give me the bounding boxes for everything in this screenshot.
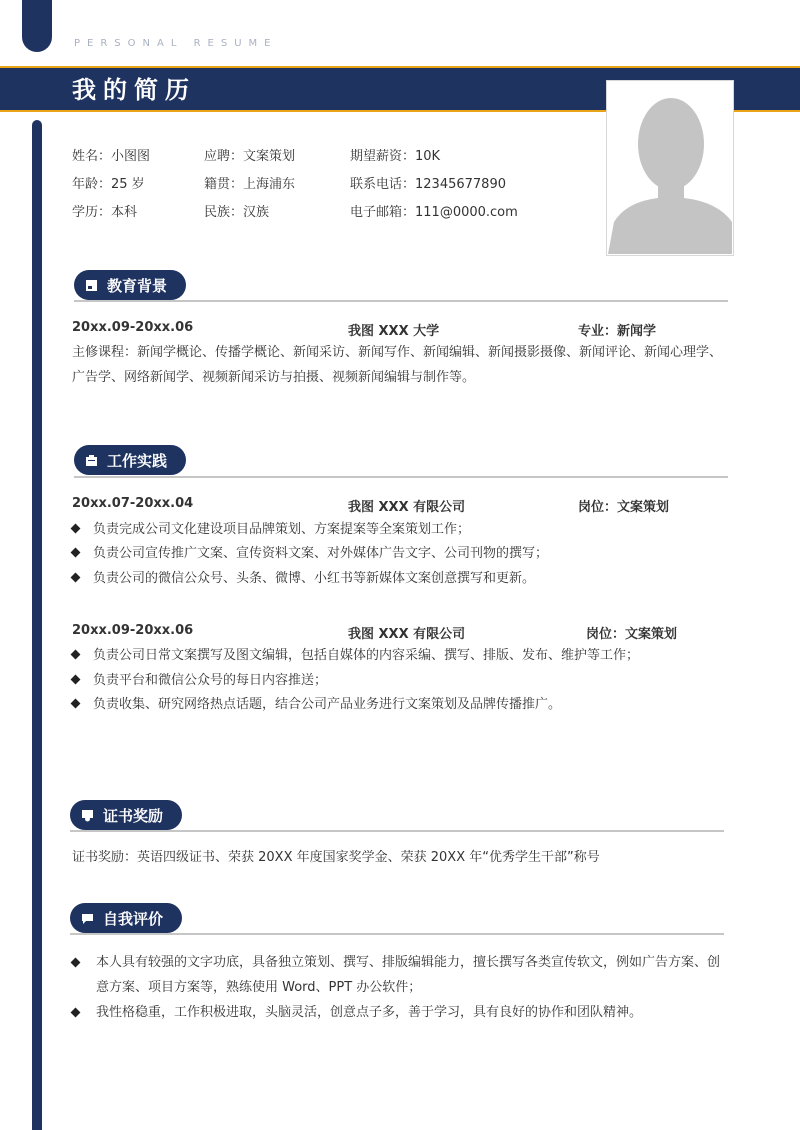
- top-decor-tab: [22, 0, 52, 52]
- bullet-diamond-icon: [71, 1008, 81, 1018]
- bullet-diamond-icon: [71, 675, 81, 685]
- section-divider-education: [74, 300, 728, 302]
- job-2-duty-1: [72, 647, 639, 665]
- education-courses: 主修课程：新闻学概论、传播学概论、新闻采访、新闻写作、新闻编辑、新闻摄影摄像、新闻评论、新闻心理学、广告学、网络新闻学、视频新闻采访与拍摄、视频新闻编辑与制作等。: [72, 345, 723, 385]
- self-item-1: [72, 950, 722, 1000]
- section-divider-certificates: [70, 830, 724, 832]
- self-item-2: [72, 1000, 722, 1025]
- job-1-duty-2: [72, 545, 548, 563]
- info-name: 姓名：小图图: [72, 149, 151, 164]
- bullet-diamond-icon: [71, 548, 81, 558]
- info-salary: 期望薪资：10K: [350, 149, 441, 164]
- section-header-self: [70, 903, 182, 933]
- page-title: 我的简历: [72, 76, 196, 104]
- info-origin: 籍贯：上海浦东: [204, 177, 296, 192]
- job-2-duty-3: [72, 696, 561, 714]
- section-title-self: 自我评价: [103, 909, 164, 928]
- chat-icon: [80, 911, 95, 926]
- bullet-diamond-icon: [71, 699, 81, 709]
- duty-text: 负责收集、研究网络热点话题，结合公司产品业务进行文案策划及品牌传播推广。: [93, 697, 562, 712]
- info-position: 应聘：文案策划: [204, 149, 296, 164]
- info-email: 电子邮箱：111@0000.com: [350, 205, 518, 220]
- job-1-role: 岗位：文案策划: [578, 500, 670, 515]
- bullet-diamond-icon: [71, 958, 81, 968]
- job-2-date: 20xx.09-20xx.06: [72, 623, 194, 638]
- section-title-work: 工作实践: [107, 451, 168, 470]
- job-1-duty-1: [72, 521, 470, 539]
- info-phone: 联系电话：12345677890: [350, 177, 506, 192]
- section-title-education: 教育背景: [107, 276, 168, 295]
- self-item-text: 我性格稳重，工作积极进取，头脑灵活，创意点子多，善于学习，具有良好的协作和团队精神。: [96, 1005, 643, 1020]
- info-age: 年龄：25 岁: [72, 177, 145, 192]
- info-ethnicity: 民族：汉族: [204, 205, 270, 220]
- bullet-diamond-icon: [71, 524, 81, 534]
- info-education: 学历：本科: [72, 205, 138, 220]
- section-title-certificates: 证书奖励: [103, 806, 164, 825]
- duty-text: 负责公司的微信公众号、头条、微博、小红书等新媒体文案创意撰写和更新。: [93, 571, 536, 586]
- education-school: 我图 XXX 大学: [348, 324, 440, 339]
- bullet-diamond-icon: [71, 650, 81, 660]
- education-date: 20xx.09-20xx.06: [72, 320, 194, 335]
- section-header-education: [74, 270, 186, 300]
- duty-text: 负责完成公司文化建设项目品牌策划、方案提案等全案策划工作；: [93, 522, 471, 537]
- profile-photo: [606, 80, 734, 256]
- briefcase-icon: [84, 453, 99, 468]
- section-header-certificates: [70, 800, 182, 830]
- certificate-icon: [80, 808, 95, 823]
- education-major: 专业：新闻学: [578, 324, 657, 339]
- duty-text: 负责平台和微信公众号的每日内容推送；: [93, 673, 328, 688]
- job-2-company: 我图 XXX 有限公司: [348, 627, 466, 642]
- resume-subtitle: PERSONAL RESUME: [74, 38, 278, 49]
- job-1-company: 我图 XXX 有限公司: [348, 500, 466, 515]
- duty-text: 负责公司日常文案撰写及图文编辑，包括自媒体的内容采编、撰写、排版、发布、维护等工作；: [93, 648, 640, 663]
- section-header-work: [74, 445, 186, 475]
- avatar-placeholder-icon: [608, 82, 732, 254]
- job-1-date: 20xx.07-20xx.04: [72, 496, 194, 511]
- section-divider-work: [74, 476, 728, 478]
- bullet-diamond-icon: [71, 573, 81, 583]
- duty-text: 负责公司宣传推广文案、宣传资料文案、对外媒体广告文字、公司刊物的撰写；: [93, 546, 549, 561]
- certificates-text: 证书奖励：英语四级证书、荣获 20XX 年度国家奖学金、荣获 20XX 年“优秀学生干部”称号: [72, 850, 600, 865]
- job-2-role: 岗位：文案策划: [586, 627, 678, 642]
- job-1-duty-3: [72, 570, 535, 588]
- job-2-duty-2: [72, 672, 327, 690]
- left-decor-bar: [32, 120, 42, 1130]
- education-icon: [84, 278, 99, 293]
- section-divider-self: [70, 933, 724, 935]
- self-item-text: 本人具有较强的文字功底，具备独立策划、撰写、排版编辑能力，擅长撰写各类宣传软文，例如广告方案、创意方案、项目方案等，熟练使用 Word、PPT 办公软件；: [96, 955, 721, 995]
